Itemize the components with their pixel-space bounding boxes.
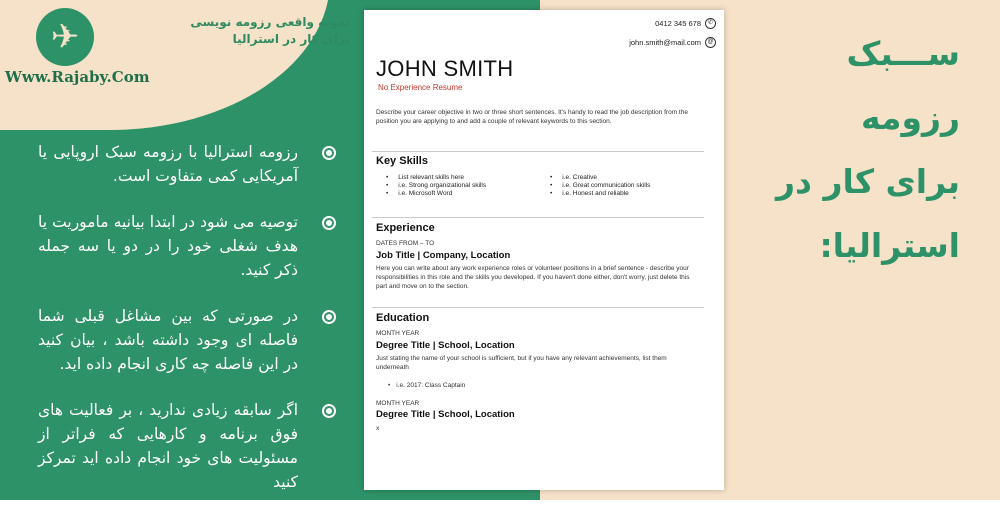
list-item: توصیه می شود در ابتدا بیانیه ماموریت یا هدف شغلی خود را در دو یا سه جمله ذکر کنید.: [38, 210, 338, 282]
education-date: MONTH YEAR: [376, 330, 420, 337]
skills-list: [386, 174, 696, 197]
phone-line: 0412 345 678 ✆: [655, 18, 716, 29]
list-item: • i.e. Honest and reliable: [550, 190, 696, 197]
list-item: در صورتی که بین مشاغل قبلی شما فاصله ای وجود داشته باشد ، بیان کنید در این فاصله چه کاری انجام داده اید.: [38, 304, 338, 376]
list-item: • List relevant skills here: [386, 174, 532, 181]
experience-dates: DATES FROM – TO: [376, 240, 435, 247]
bullet-icon: [322, 146, 336, 160]
page-title: ســـبک رزومه برای کار در استرالیا:: [776, 34, 960, 265]
education-text: Just stating the name of your school is sufficient, but if you have any relevant achievements, list them underneath: [376, 355, 667, 371]
list-item: اگر سابقه زیادی ندارید ، بر فعالیت های فوق برنامه و کارهایی که فراتر از مسئولیت های خود انجام داده اید تمرکز کنید: [38, 398, 338, 494]
email-line: john.smith@mail.com @: [629, 37, 716, 48]
degree-title: Degree Title | School, Location: [376, 340, 515, 351]
skills-heading: Key Skills: [376, 155, 428, 167]
experience-heading: Experience: [376, 222, 435, 234]
degree-title: Degree Title | School, Location: [376, 409, 515, 420]
divider: [372, 217, 704, 218]
objective-text: Describe your career objective in two or three short sentences. It's handy to read the job description from the position you are applying to and add a couple of relevant keywords to this section.: [376, 109, 688, 125]
bullet-icon: [322, 404, 336, 418]
resume-sample: [364, 10, 724, 490]
list-item: • i.e. Microsoft Word: [386, 190, 532, 197]
resume-subtitle: No Experience Resume: [378, 83, 463, 92]
divider: [372, 307, 704, 308]
email-icon: @: [705, 37, 716, 48]
list-item: • i.e. 2017: Class Captain: [388, 382, 465, 389]
job-title: Job Title | Company, Location: [376, 250, 511, 261]
experience-text: Here you can write about any work experience roles or volunteer positions in a brief sentence - describe your responsibilities in this role and the skills you developed. If you haven't done either, don't worry, just delete this part and move on to the section.: [376, 265, 690, 290]
education-date: MONTH YEAR: [376, 400, 420, 407]
education-heading: Education: [376, 312, 430, 324]
phone-icon: ✆: [705, 18, 716, 29]
bullet-list: [38, 140, 338, 516]
divider: [372, 151, 704, 152]
bullet-icon: [322, 216, 336, 230]
logo-icon: ✈: [36, 8, 94, 66]
bullet-icon: [322, 310, 336, 324]
resume-name: JOHN SMITH: [376, 56, 514, 81]
education-text: x: [376, 425, 380, 432]
site-url[interactable]: Www.Rajaby.Com: [5, 68, 150, 86]
list-item: رزومه استرالیا با رزومه سبک اروپایی یا آمریکایی کمی متفاوت است.: [38, 140, 338, 188]
list-item: • i.e. Strong organizational skills: [386, 182, 532, 189]
list-item: • i.e. Creative: [550, 174, 696, 181]
list-item: • i.e. Great communication skills: [550, 182, 696, 189]
caption: نمونه واقعی رزومه نویسی برای کار در استرالیا: [190, 15, 350, 46]
